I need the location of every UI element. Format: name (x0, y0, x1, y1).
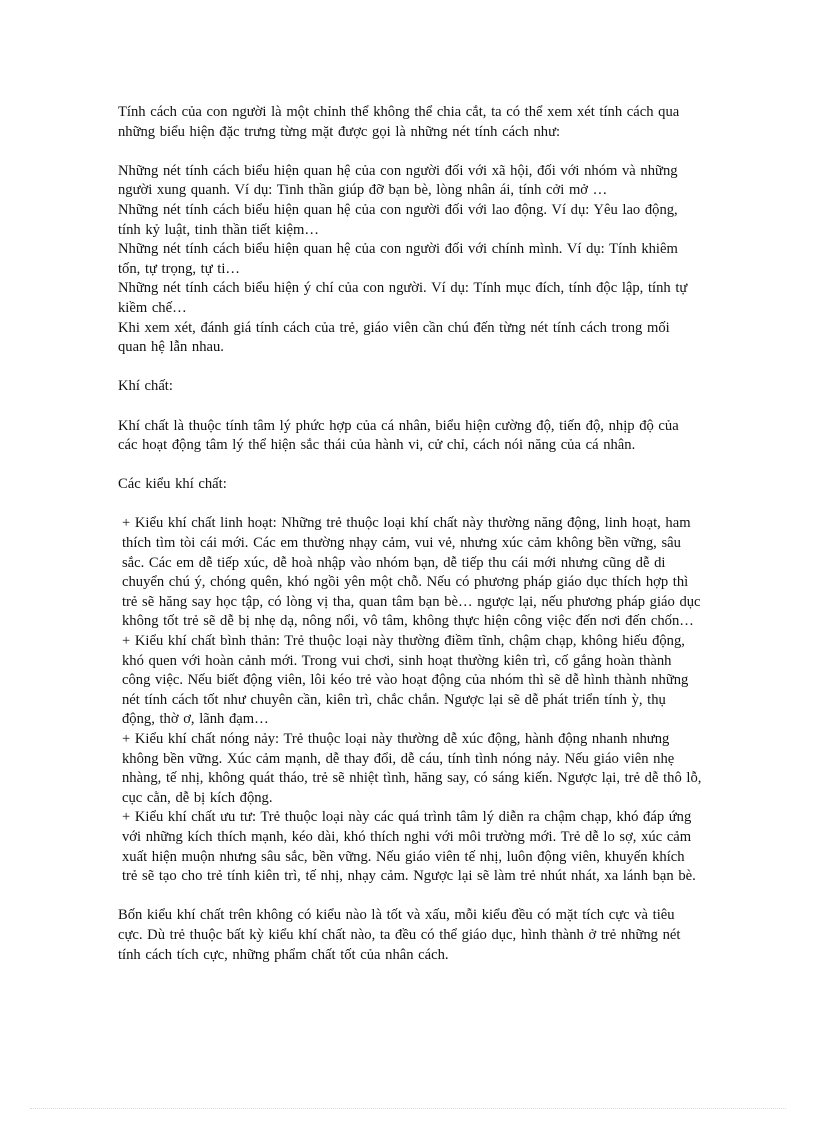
temperament-heading: Khí chất: (118, 378, 173, 395)
paragraph-gap (118, 887, 702, 907)
type-choleric: + Kiểu khí chất nóng nảy: Trẻ thuộc loại này thường dễ xúc động, hành động nhanh nhưng không bền vững. Xúc cảm mạnh, dễ thay đổi, dễ cáu, tính tình nóng nảy. Nếu giáo viên nhẹ nhàng, tế nhị, không quát tháo, trẻ sẽ nhiệt tình, hăng say, có sáng kiến. Ngược lại, trẻ dễ thô lỗ, cục cằn, dễ bị kích động. (122, 731, 702, 806)
paragraph-gap (118, 456, 702, 476)
trait-will: Những nét tính cách biểu hiện ý chí của con người. Ví dụ: Tính mục đích, tính độc lập, tính tự kiềm chế… (118, 280, 688, 316)
paragraph-gap (118, 397, 702, 417)
type-sanguine: + Kiểu khí chất linh hoạt: Những trẻ thuộc loại khí chất này thường năng động, linh hoạt, ham thích tìm tòi cái mới. Các em thường nhạy cảm, vui vẻ, nhưng xúc cảm không bền vững, sâu sắc. Các em dễ tiếp xúc, dễ hoà nhập vào nhóm bạn, dễ tiếp thu cái mới nhưng cũng dễ di chuyển chú ý, chóng quên, khó ngồi yên một chỗ. Nếu có phương pháp giáo dục thích hợp thì trẻ sẽ hăng say học tập, có lòng vị tha, quan tâm bạn bè… ngược lại, nếu phương pháp giáo dục không tốt trẻ sẽ dễ bị nhẹ dạ, nông nổi, vô tâm, không thực hiện công việc đến nơi đến chốn… (122, 515, 701, 630)
document-body (118, 103, 702, 965)
page-bottom-rule (30, 1108, 786, 1109)
trait-self: Những nét tính cách biểu hiện quan hệ của con người đối với chính mình. Ví dụ: Tính khiêm tốn, tự trọng, tự ti… (118, 241, 678, 277)
type-phlegmatic: + Kiểu khí chất bình thản: Trẻ thuộc loại này thường điềm tĩnh, chậm chạp, không hiếu động, khó quen với hoàn cảnh mới. Trong vui chơi, sinh hoạt thường kiên trì, cố gắng hoàn thành công việc. Nếu biết động viên, lôi kéo trẻ vào hoạt động của nhóm thì sẽ dễ hình thành những nét tính cách tốt như chuyên cần, kiên trì, chắc chắn. Ngược lại sẽ dễ phát triển tính ỳ, thụ động, thờ ơ, lãnh đạm… (122, 633, 689, 728)
type-melancholic: + Kiểu khí chất ưu tư: Trẻ thuộc loại này các quá trình tâm lý diễn ra chậm chạp, khó đáp ứng với những kích thích mạnh, kéo dài, khó thích nghi với môi trường mới. Trẻ dễ lo sợ, xúc cảm xuất hiện muộn nhưng sâu sắc, bền vững. Nếu giáo viên tế nhị, luôn động viên, khuyến khích trẻ sẽ tạo cho trẻ tính kiên trì, tế nhị, nhạy cảm. Ngược lại sẽ làm trẻ nhút nhát, xa lánh bạn bè. (122, 809, 696, 885)
trait-social: Những nét tính cách biểu hiện quan hệ của con người đối với xã hội, đối với nhóm và những người xung quanh. Ví dụ: Tinh thần giúp đỡ bạn bè, lòng nhân ái, tính cởi mở … (118, 162, 678, 199)
paragraph-gap (118, 358, 702, 378)
paragraph-gap (118, 495, 702, 515)
conclusion-paragraph: Bốn kiểu khí chất trên không có kiểu nào là tốt và xấu, mỗi kiểu đều có mặt tích cực và tiêu cực. Dù trẻ thuộc bất kỳ kiểu khí chất nào, ta đều có thể giáo dục, hình thành ở trẻ những nét tính cách tích cực, những phẩm chất tốt của nhân cách. (118, 907, 681, 963)
trait-evaluation: Khi xem xét, đánh giá tính cách của trẻ, giáo viên cần chú đến từng nét tính cách trong mối quan hệ lẫn nhau. (118, 319, 670, 356)
trait-labor: Những nét tính cách biểu hiện quan hệ của con người đối với lao động. Ví dụ: Yêu lao động, tính kỷ luật, tinh thần tiết kiệm… (118, 201, 678, 238)
types-heading: Các kiểu khí chất: (118, 476, 227, 493)
paragraph-gap (118, 142, 702, 162)
temperament-definition: Khí chất là thuộc tính tâm lý phức hợp của cá nhân, biểu hiện cường độ, tiến độ, nhịp độ của các hoạt động tâm lý thể hiện sắc thái của hành vi, cử chỉ, cách nói năng của cá nhân. (118, 417, 679, 454)
intro-paragraph: Tính cách của con người là một chỉnh thể không thể chia cắt, ta có thể xem xét tính cách qua những biểu hiện đặc trưng từng mặt được gọi là những nét tính cách như: (118, 104, 680, 140)
